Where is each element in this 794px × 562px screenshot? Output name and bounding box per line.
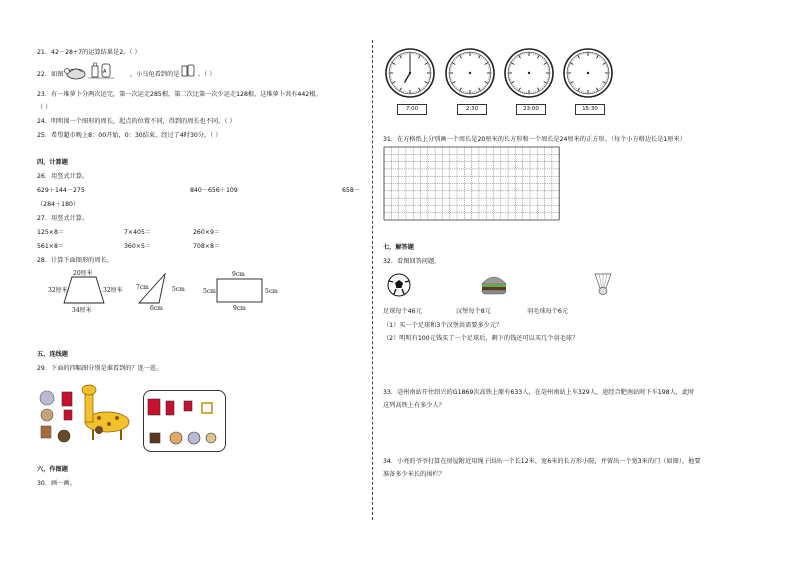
trapezoid-right-label: 32厘米 <box>103 287 123 294</box>
q27-expr-f: 708×8＝ <box>193 243 221 250</box>
q29: 29．下面的四幅图分别是谁看到的？连一连。 <box>37 365 163 372</box>
q23: 23．有一堆萝卜分两次运完，第一次运走285根，第二次比第一次少运走128根，这堆萝卜共有442根。 <box>37 91 322 98</box>
soccer-ball-picture <box>386 272 412 298</box>
triangle-bottom-label: 6cm <box>150 305 163 312</box>
q22-prefix: 22．如图 <box>37 71 64 78</box>
q33-line-2: 这列高铁上有多少人？ <box>383 402 445 409</box>
q27-expr-a: 125×8＝ <box>37 229 65 236</box>
views-picture-box <box>143 390 226 452</box>
turtle-bottles-picture <box>62 60 128 80</box>
section-5-title: 五，连线题 <box>37 351 68 358</box>
grid-paper <box>383 146 563 222</box>
q26: 26．用竖式计算。 <box>37 173 89 180</box>
section-7-title: 七，解答题 <box>383 244 414 251</box>
q32-part-2: （2）明明有100元钱买了一个足球后，剩下的钱还可以买几个羽毛球？ <box>383 335 579 342</box>
q26-expr-c2: （284＋180） <box>37 201 80 208</box>
price-shuttlecock: 羽毛球每个6元 <box>527 308 569 315</box>
q31: 31．在方格纸上分别画一个周长是20厘米的长方形和一个周长是24厘米的正方形。（每个小方格边长是1厘米） <box>383 136 686 143</box>
q32: 32．看图回答问题。 <box>383 258 441 265</box>
q23-blank: （ ） <box>37 104 52 111</box>
clock-label-4: 15:30 <box>575 104 605 115</box>
section-4-title: 四，计算题 <box>37 159 68 166</box>
rectangle-left-label: 5cm <box>203 288 216 295</box>
q22-middle: ，小乌龟看到的是 <box>130 71 180 78</box>
shuttlecock-picture <box>592 271 614 297</box>
q25: 25．希望超市晚上8：00开始，0：30结束，经过了4时30分。（ ） <box>37 132 222 139</box>
q34-line-2: 准备多少米长的围栏？ <box>383 471 445 478</box>
views-pictures <box>144 391 225 451</box>
q27: 27．用竖式计算。 <box>37 215 89 222</box>
section-6-title: 六，作图题 <box>37 466 68 473</box>
clock-faces <box>383 45 613 105</box>
hamburger-picture <box>480 272 508 296</box>
q26-expr-b: 840－656＋109 <box>190 187 238 194</box>
clock-face <box>505 49 553 97</box>
clock-label-3: 23:00 <box>516 104 546 115</box>
page-divider <box>372 40 373 520</box>
clock-face <box>386 49 434 97</box>
triangle-left-label: 7cm <box>136 284 149 291</box>
q26-expr-c: 658－ <box>342 187 360 194</box>
q34: 34．小亮的爷爷打算在房屋附近用绳子围出一个长12米，宽6米的长方形小院，并留出一个宽3米的门（如图），他要 <box>383 458 701 465</box>
triangle-right-label: 5cm <box>172 286 185 293</box>
animals-giraffe-picture <box>37 380 142 446</box>
trapezoid-left-label: 32厘米 <box>48 287 68 294</box>
price-soccer-ball: 足球每个46元 <box>383 308 422 315</box>
q32-part-1: （1）买一个足球和3个汉堡共需要多少元？ <box>383 322 503 329</box>
rectangle-right-label: 5cm <box>265 288 278 295</box>
trapezoid-bottom-label: 34厘米 <box>72 307 92 314</box>
q26-expr-a: 629＋144－275 <box>37 187 85 194</box>
bottle-view-picture <box>180 63 196 77</box>
q24: 24．明明围一个图形的周长，起点的位置不同，得到的周长也不同。（ ） <box>37 118 236 125</box>
q33: 33．亳州南站开往绍兴的G1869次高铁上原有633人，在亳州南站上车329人，途经合肥南站时下车198人，此时 <box>383 389 695 396</box>
rectangle-bottom-label: 9cm <box>233 305 246 312</box>
q27-expr-b: 7×405＝ <box>124 229 152 236</box>
rectangle-top-label: 9cm <box>232 271 245 278</box>
clock-face <box>564 49 612 97</box>
rectangle-figure <box>216 278 264 304</box>
q30: 30．画一画。 <box>37 480 76 487</box>
clock-label-2: 2:30 <box>457 104 487 115</box>
price-hamburger: 汉堡每个8元 <box>456 308 491 315</box>
q27-expr-e: 360×5＝ <box>124 243 152 250</box>
svg-text:A: A <box>103 69 107 75</box>
clock-face <box>446 49 494 97</box>
clock-label-1: 7:00 <box>397 104 427 115</box>
q27-expr-d: 561×8＝ <box>37 243 65 250</box>
trapezoid-top-label: 20厘米 <box>73 270 93 277</box>
q22-end: 。（ ） <box>198 71 216 78</box>
q21: 21．42－28÷7的运算结果是2。（ ） <box>37 49 141 56</box>
q28: 28．计算下面图形的周长。 <box>37 257 113 264</box>
q27-expr-c: 260×9＝ <box>193 229 221 236</box>
